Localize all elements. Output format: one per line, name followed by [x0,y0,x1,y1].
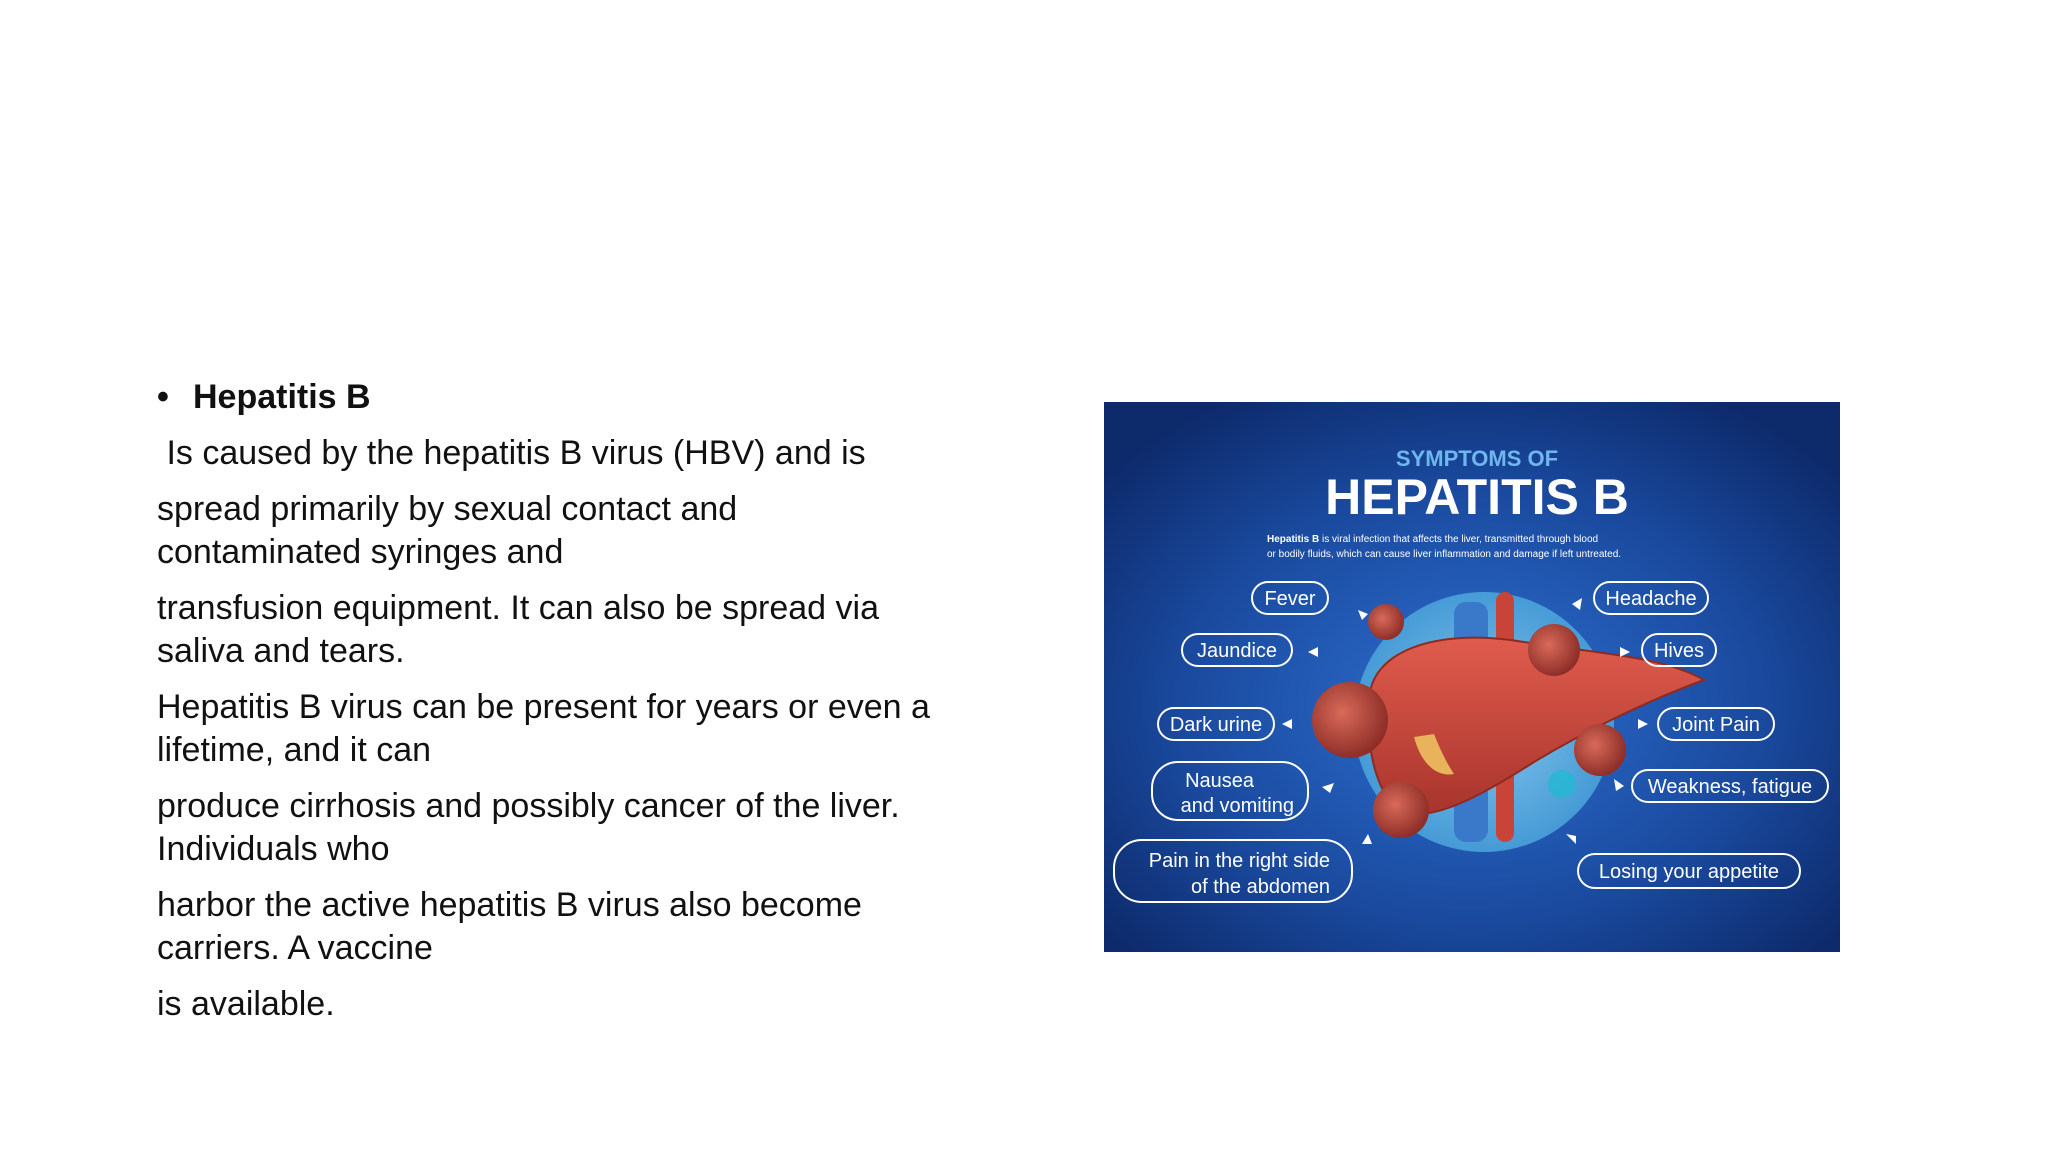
symptom-appetite-label: Losing your appetite [1598,861,1780,883]
symptom-weakness-label: Weakness, fatigue [1647,776,1813,798]
paragraph-1: Is caused by the hepatitis B virus (HBV) and is [157,434,866,472]
paragraph-6: harbor the active hepatitis B virus also become carriers. A vaccine [157,886,862,967]
paragraph-5: produce cirrhosis and possibly cancer of the liver. Individuals who [157,787,900,868]
paragraph-3: transfusion equipment. It can also be spread via saliva and tears. [157,589,879,670]
infographic-title: HEPATITIS B [1325,469,1629,525]
description-rest: is viral infection that affects the liver, transmitted through blood [1319,534,1599,545]
virus-particle [1368,604,1404,640]
virus-particle [1574,724,1626,776]
symptom-pain-label-2: of the abdomen [1191,876,1330,898]
circle-accent [1548,770,1576,798]
paragraph-2: spread primarily by sexual contact and contaminated syringes and [157,490,738,571]
paragraph-4: Hepatitis B virus can be present for years or even a lifetime, and it can [157,688,930,769]
description-bold: Hepatitis B [1267,534,1320,545]
virus-particle [1373,782,1429,838]
symptom-fever-label: Fever [1264,588,1316,610]
hepatitis-b-infographic [1104,402,1840,952]
virus-particle [1528,624,1580,676]
text-content [157,376,1017,1039]
infographic-kicker: SYMPTOMS OF [1395,446,1559,471]
symptom-hives-label: Hives [1653,640,1705,662]
symptom-jaundice-label: Jaundice [1196,640,1278,662]
symptom-dark-urine-label: Dark urine [1169,714,1263,736]
virus-particle [1312,682,1388,758]
infographic-description-line2: or bodily fluids, which can cause liver inflammation and damage if left untreated. [1267,549,1622,560]
bullet-dot: • [157,378,169,416]
bullet-item [157,376,1017,419]
paragraph-7: is available. [157,985,335,1023]
bullet-title: Hepatitis B [193,378,371,416]
symptom-nausea-label-1: Nausea [1185,770,1254,792]
symptom-joint-pain-label: Joint Pain [1672,714,1760,736]
symptom-headache-label: Headache [1605,588,1697,610]
infographic-description-line1 [1267,534,1598,545]
symptom-pain-label-1: Pain in the right side [1148,850,1330,872]
symptom-nausea-label-2: and vomiting [1180,795,1294,817]
